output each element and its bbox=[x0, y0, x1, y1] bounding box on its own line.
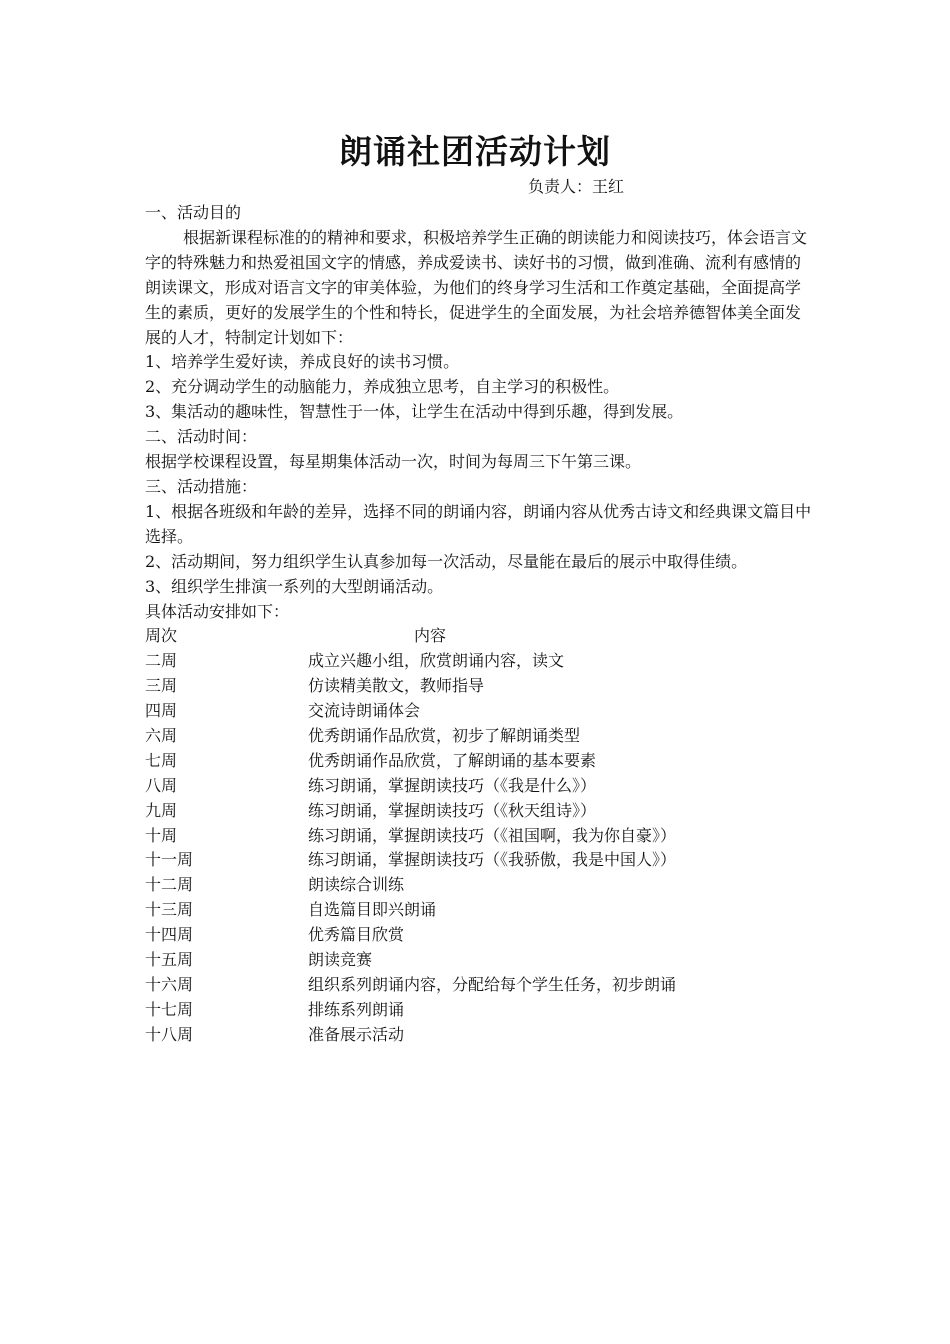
schedule-row bbox=[145, 898, 815, 923]
week-cell: 十周 bbox=[145, 825, 178, 845]
content-cell: 准备展示活动 bbox=[308, 1024, 405, 1044]
content-cell: 仿读精美散文，教师指导 bbox=[308, 676, 485, 696]
measure-item-2: 2、活动期间，努力组织学生认真参加每一次活动，尽量能在最后的展示中取得佳绩。 bbox=[145, 551, 748, 571]
week-cell: 十二周 bbox=[145, 875, 194, 895]
schedule-row bbox=[145, 923, 815, 948]
content-cell: 交流诗朗诵体会 bbox=[308, 701, 421, 721]
schedule-row bbox=[145, 973, 815, 998]
content-cell: 组织系列朗诵内容，分配给每个学生任务，初步朗诵 bbox=[308, 974, 677, 994]
author-line: 负责人：王红 bbox=[528, 177, 625, 196]
week-cell: 六周 bbox=[145, 725, 178, 745]
document-body bbox=[145, 201, 815, 1048]
schedule-row bbox=[145, 1023, 815, 1048]
content-cell: 优秀朗诵作品欣赏，了解朗诵的基本要素 bbox=[308, 750, 597, 770]
content-cell: 练习朗诵，掌握朗读技巧（《我骄傲，我是中国人》） bbox=[308, 850, 677, 870]
week-cell: 九周 bbox=[145, 800, 178, 820]
week-cell: 十四周 bbox=[145, 925, 194, 945]
week-cell: 四周 bbox=[145, 701, 178, 721]
time-text: 根据学校课程设置，每星期集体活动一次，时间为每周三下午第三课。 bbox=[145, 452, 642, 472]
schedule-header-row bbox=[145, 624, 815, 649]
content-cell: 朗读综合训练 bbox=[308, 875, 405, 895]
purpose-item-2: 2、充分调动学生的动脑能力，养成独立思考，自主学习的积极性。 bbox=[145, 377, 620, 397]
content-cell: 练习朗诵，掌握朗读技巧（《秋天组诗》） bbox=[308, 800, 597, 820]
week-cell: 三周 bbox=[145, 676, 178, 696]
schedule-row bbox=[145, 873, 815, 898]
content-cell: 练习朗诵，掌握朗读技巧（《我是什么》） bbox=[308, 775, 597, 795]
content-cell: 自选篇目即兴朗诵 bbox=[308, 900, 437, 920]
measure-item-3: 3、组织学生排演一系列的大型朗诵活动。 bbox=[145, 576, 444, 596]
content-cell: 成立兴趣小组，欣赏朗诵内容，读文 bbox=[308, 651, 565, 671]
week-cell: 十八周 bbox=[145, 1024, 194, 1044]
schedule-row bbox=[145, 799, 815, 824]
schedule-row bbox=[145, 749, 815, 774]
schedule-row bbox=[145, 998, 815, 1023]
schedule-row bbox=[145, 724, 815, 749]
content-cell: 朗读竞赛 bbox=[308, 949, 373, 969]
week-cell: 十三周 bbox=[145, 900, 194, 920]
content-cell: 排练系列朗诵 bbox=[308, 999, 405, 1019]
schedule-intro: 具体活动安排如下： bbox=[145, 601, 290, 621]
week-cell: 十七周 bbox=[145, 999, 194, 1019]
week-cell: 十一周 bbox=[145, 850, 194, 870]
measure-item-1: 1、根据各班级和年龄的差异，选择不同的朗诵内容，朗诵内容从优秀古诗文和经典课文篇目中选择。 bbox=[145, 501, 812, 546]
week-cell: 十六周 bbox=[145, 974, 194, 994]
purpose-item-1: 1、培养学生爱好读，养成良好的读书习惯。 bbox=[145, 352, 460, 372]
schedule-row bbox=[145, 824, 815, 849]
section-heading-time: 二、活动时间： bbox=[145, 427, 258, 447]
week-cell: 八周 bbox=[145, 775, 178, 795]
week-cell: 十五周 bbox=[145, 949, 194, 969]
header-content: 内容 bbox=[414, 626, 447, 646]
section-heading-measures: 三、活动措施： bbox=[145, 476, 258, 496]
schedule-row bbox=[145, 848, 815, 873]
week-cell: 七周 bbox=[145, 750, 178, 770]
document-title: 朗诵社团活动计划 bbox=[339, 132, 611, 171]
schedule-row bbox=[145, 649, 815, 674]
schedule-row bbox=[145, 674, 815, 699]
schedule-row bbox=[145, 948, 815, 973]
purpose-item-3: 3、集活动的趣味性，智慧性于一体，让学生在活动中得到乐趣，得到发展。 bbox=[145, 402, 684, 422]
section-heading-purpose: 一、活动目的 bbox=[145, 203, 242, 222]
header-week: 周次 bbox=[145, 626, 178, 646]
content-cell: 优秀朗诵作品欣赏，初步了解朗诵类型 bbox=[308, 725, 581, 745]
content-cell: 优秀篇目欣赏 bbox=[308, 925, 405, 945]
week-cell: 二周 bbox=[145, 651, 178, 671]
purpose-paragraph: 根据新课程标准的的精神和要求，积极培养学生正确的朗读能力和阅读技巧，体会语言文字的特殊魅力和热爱祖国文字的情感，养成爱读书、读好书的习惯，做到准确、流利有感情的朗读课文，形成对语言文字的审美体验，为他们的终身学习生活和工作奠定基础，全面提高学生的素质，更好的发展学生的个性和特长，促进学生的全面发展，为社会培养德智体美全面发展的人才，特制定计划如下： bbox=[145, 227, 808, 347]
schedule-table bbox=[145, 624, 815, 1047]
content-cell: 练习朗诵，掌握朗读技巧（《祖国啊，我为你自豪》） bbox=[308, 825, 677, 845]
schedule-row bbox=[145, 774, 815, 799]
schedule-row bbox=[145, 699, 815, 724]
